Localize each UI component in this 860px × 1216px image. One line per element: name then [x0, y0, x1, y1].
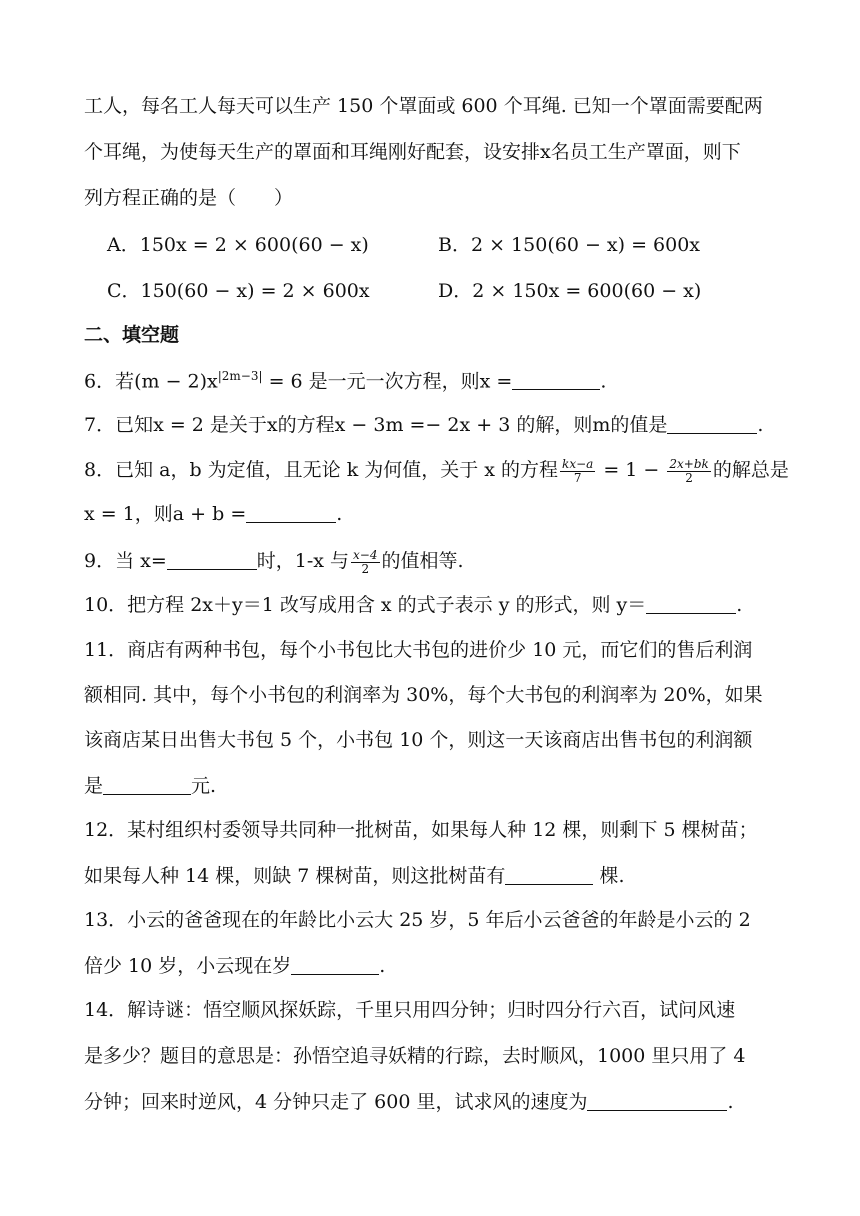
q12-line-2: [84, 866, 625, 886]
q12-answer-blank[interactable]: [505, 866, 593, 885]
q10-line: [84, 595, 742, 615]
option-a-equation: 150x = 2 × 600(60 − x): [139, 234, 369, 256]
q6-exponent: |2m−3|: [217, 369, 263, 383]
q13-answer-blank[interactable]: [291, 956, 379, 975]
q5-line-3: 列方程正确的是（ ）: [84, 187, 294, 209]
q12-line-2-text: 如果每人种 14 棵，则缺 7 棵树苗，则这批树苗有: [84, 865, 506, 887]
q12-line-2-suffix: 棵.: [593, 865, 625, 887]
option-b-label: B．: [438, 234, 471, 256]
q10-period: .: [736, 594, 743, 616]
q8-text: 8．已知 a，b 为定值，且无论 k 为何值，关于 x 的方程: [84, 459, 559, 482]
q10-text: 10．把方程 2x＋y＝1 改写成用含 x 的式子表示 y 的形式，则 y＝: [84, 594, 647, 616]
q5-option-b: [438, 236, 700, 255]
q6-line: [84, 370, 606, 391]
q13-line-2-text: 倍少 10 岁，小云现在岁: [84, 955, 292, 977]
q14-period: .: [727, 1091, 734, 1113]
option-d-label: D．: [438, 280, 473, 302]
q13-line-2: [84, 956, 385, 976]
q8-period: .: [336, 503, 343, 525]
q14-answer-blank[interactable]: [587, 1092, 727, 1111]
q9-middle: 时，1-x 与: [256, 550, 350, 573]
q9-fraction: [351, 549, 379, 575]
q10-answer-blank[interactable]: [646, 595, 736, 614]
q8-suffix: 的解总是: [712, 459, 789, 482]
q12-line-1: 12．某村组织村委领导共同种一批树苗，如果每人种 12 棵，则剩下 5 棵树苗；: [84, 819, 758, 841]
q8-line-1: [84, 458, 789, 484]
q8-answer-blank[interactable]: [246, 504, 336, 523]
q7-line: [84, 415, 763, 435]
q7-period: .: [757, 414, 764, 436]
q13-period: .: [379, 955, 386, 977]
q8-fraction-1-denominator: 7: [573, 470, 582, 485]
q5-line-1: 工人，每名工人每天可以生产 150 个罩面或 600 个耳绳. 已知一个罩面需要配两: [84, 95, 763, 117]
q9-fraction-denominator: 2: [361, 561, 370, 576]
q8-middle: = 1 −: [597, 459, 666, 482]
q8-fraction-1: [560, 458, 595, 484]
q8-line-2-text: x = 1，则a + b =: [84, 503, 247, 525]
q13-line-1: 13．小云的爸爸现在的年龄比小云大 25 岁，5 年后小云爸爸的年龄是小云的 2: [84, 909, 751, 931]
q14-line-3-text: 分钟；回来时逆风，4 分钟只走了 600 里，试求风的速度为: [84, 1091, 588, 1113]
q11-line-1: 11．商店有两种书包，每个小书包比大书包的进价少 10 元，而它们的售后利润: [84, 639, 753, 661]
q11-line-3: 该商店某日出售大书包 5 个，小书包 10 个，则这一天该商店出售书包的利润额: [84, 729, 753, 751]
q8-fraction-2-numerator: 2x+bk: [669, 457, 709, 471]
q14-line-1: 14．解诗谜：悟空顺风探妖踪，千里只用四分钟；归时四分行六百，试问风速: [84, 999, 736, 1021]
option-a-label: A．: [107, 234, 140, 256]
q7-answer-blank[interactable]: [667, 415, 757, 434]
q14-line-2: 是多少？题目的意思是：孙悟空追寻妖精的行踪，去时顺风，1000 里只用了 4: [84, 1045, 746, 1067]
q11-line-4-prefix: 是: [84, 775, 104, 797]
q6-prefix: 6．若: [84, 370, 135, 393]
q6-text: = 6 是一元一次方程，则x =: [262, 370, 513, 393]
q9-fraction-numerator: x−4: [353, 548, 378, 562]
q8-fraction-1-numerator: kx−a: [562, 457, 594, 471]
q9-suffix: 的值相等.: [381, 550, 464, 573]
option-d-equation: 2 × 150x = 600(60 − x): [472, 280, 702, 302]
option-c-label: C．: [107, 280, 141, 302]
q6-period: .: [600, 370, 607, 393]
q7-text: 7．已知x = 2 是关于x的方程x − 3m =− 2x + 3 的解，则m的值是: [84, 414, 668, 436]
q5-option-a: [107, 236, 369, 255]
option-b-equation: 2 × 150(60 − x) = 600x: [470, 234, 701, 256]
q9-line: [84, 549, 464, 575]
q11-line-4: [84, 776, 216, 796]
q9-answer-blank[interactable]: [167, 551, 257, 570]
section-title: 二、填空题: [84, 324, 180, 346]
q5-option-d: [438, 282, 701, 301]
q8-fraction-2-denominator: 2: [685, 470, 693, 485]
q11-line-4-suffix: 元.: [191, 775, 217, 797]
q14-line-3: [84, 1092, 734, 1112]
q6-answer-blank[interactable]: [512, 371, 600, 390]
q8-line-2: [84, 504, 342, 524]
q11-answer-blank[interactable]: [103, 776, 191, 795]
q11-line-2: 额相同. 其中，每个小书包的利润率为 30%，每个大书包的利润率为 20%，如果: [84, 684, 763, 706]
q8-fraction-2: [667, 458, 710, 484]
option-c-equation: 150(60 − x) = 2 × 600x: [140, 280, 370, 302]
q5-line-2: 个耳绳，为使每天生产的罩面和耳绳刚好配套，设安排x名员工生产罩面，则下: [84, 141, 741, 163]
q9-prefix: 9．当 x=: [84, 550, 167, 573]
q6-expression: (m − 2)x: [134, 370, 218, 393]
q5-option-c: [107, 282, 370, 301]
